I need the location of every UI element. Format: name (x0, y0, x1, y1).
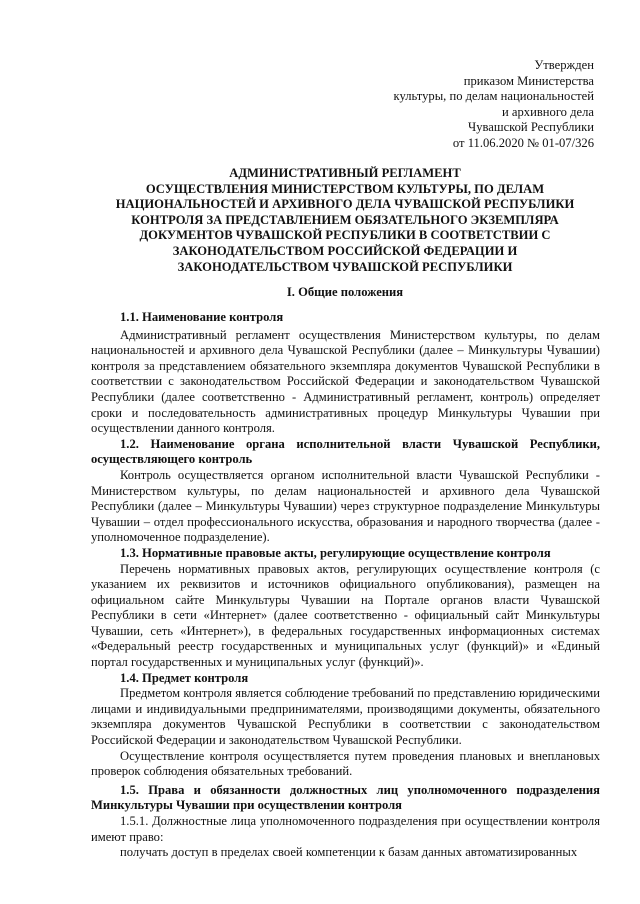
approval-line: от 11.06.2020 № 01-07/326 (452, 135, 594, 150)
approval-line: приказом Министерства (463, 73, 594, 88)
paragraph: Предметом контроля является соблюдение требований по представлению юридическими лицами и индивидуальными предпринимателями, производящими документы, обязательного экземпляра документов Чувашской Республики в соответствии с законодательством Российской Федерации и законодательством Чувашской Республики. (91, 686, 600, 748)
section-heading: I. Общие положения (286, 285, 404, 299)
paragraph: 1.5.1. Должностные лица уполномоченного подразделения при осуществлении контроля имеют право: (91, 814, 600, 844)
subsection-heading: 1.5. Права и обязанности должностных лиц уполномоченного подразделения Минкультуры Чувашии при осуществлении контроля (91, 782, 600, 813)
approval-stamp (294, 58, 594, 152)
title-line: НАЦИОНАЛЬНОСТЕЙ И АРХИВНОГО ДЕЛА ЧУВАШСКОЙ РЕСПУБЛИКИ (115, 197, 575, 212)
approval-line: Чувашской Республики (468, 120, 594, 135)
title-line: АДМИНИСТРАТИВНЫЙ РЕГЛАМЕНТ (229, 166, 461, 180)
paragraph: Контроль осуществляется органом исполнительной власти Чувашской Республики - Министерством культуры, по делам национальностей и архивного дела Чувашской Республики (далее – Минкультуры Чувашии) через структурное подразделение Минкультуры Чувашии – отдел профессионального искусства, образования и народного творчества (далее - уполномоченное подразделение). (91, 467, 600, 545)
document-title (90, 166, 600, 275)
paragraph: получать доступ в пределах своей компетенции к базам данных автоматизированных (120, 845, 578, 860)
title-line: ЗАКОНОДАТЕЛЬСТВОМ ЧУВАШСКОЙ РЕСПУБЛИКИ (177, 259, 513, 274)
subsection-heading: 1.1. Наименование контроля (120, 310, 284, 324)
title-line: КОНТРОЛЯ ЗА ПРЕДСТАВЛЕНИЕМ ОБЯЗАТЕЛЬНОГО ЭКЗЕМПЛЯРА (131, 212, 559, 227)
subsection-heading: 1.4. Предмет контроля (120, 670, 249, 685)
subsection-heading: 1.2. Наименование органа исполнительной власти Чувашской Республики, осуществляющего контроль (91, 436, 600, 467)
approval-line: культуры, по делам национальностей (393, 89, 594, 104)
paragraph: Осуществление контроля осуществляется путем проведения плановых и внеплановых проверок соблюдения обязательных требований. (91, 748, 600, 779)
paragraph: Перечень нормативных правовых актов, регулирующих осуществление контроля (с указанием их реквизитов и источников официального опубликования), размещен на официальном сайте Минкультуры Чувашии на Портале органов власти Чувашской Республики в сети «Интернет» (далее соответственно - официальный сайт Минкультуры Чувашии, сеть «Интернет»), в федеральных государственных информационных системах «Федеральный реестр государственных и муниципальных услуг (функций)» и «Единый портал государственных и муниципальных услуг (функций)». (91, 561, 600, 670)
section-body (91, 310, 600, 861)
title-line: ОСУЩЕСТВЛЕНИЯ МИНИСТЕРСТВОМ КУЛЬТУРЫ, ПО ДЕЛАМ (145, 181, 545, 196)
subsection-heading: 1.3. Нормативные правовые акты, регулирующие осуществление контроля (120, 545, 551, 560)
approval-line: и архивного дела (502, 104, 594, 119)
title-line: ДОКУМЕНТОВ ЧУВАШСКОЙ РЕСПУБЛИКИ В СООТВЕТСТВИИ С (139, 228, 551, 243)
approval-line: Утвержден (534, 58, 594, 72)
paragraph: Административный регламент осуществления Министерством культуры, по делам национальностей и архивного дела Чувашской Республики (далее – Минкультуры Чувашии) контроля за представлением обязательного экземпляра документов Чувашской Республики в соответствии с законодательством Российской Федерации и законодательством Чувашской Республики (далее соответственно - Административный регламент, контроль) определяет сроки и последовательность административных процедур Минкультуры Чувашии при осуществлении данного контроля. (91, 327, 600, 436)
title-line: ЗАКОНОДАТЕЛЬСТВОМ РОССИЙСКОЙ ФЕДЕРАЦИИ И (172, 243, 518, 258)
